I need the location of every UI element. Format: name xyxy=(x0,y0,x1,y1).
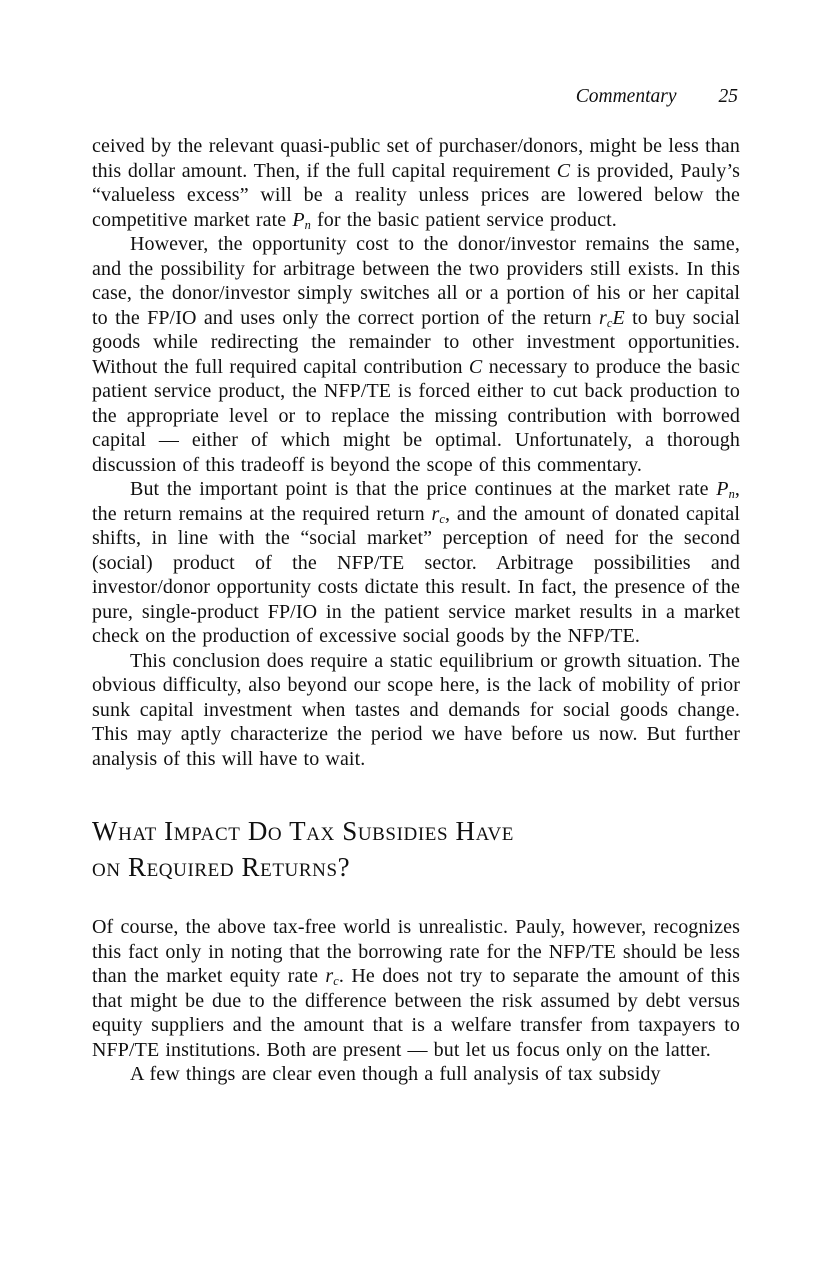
math-subscript: c xyxy=(606,315,613,330)
paragraph: This conclusion does require a static equilibrium or growth situation. The obvious difficulty, also beyond our scope here, is the lack of mobility of prior sunk capital investment when tastes and demands for social goods change. This may aptly characterize the period we have before us now. But further analysis of this will have to wait. xyxy=(92,649,740,770)
text-block xyxy=(92,86,740,1087)
math-subscript: n xyxy=(728,487,735,502)
running-header xyxy=(92,86,740,108)
math-subscript: c xyxy=(333,974,339,989)
math-variable: C xyxy=(556,159,571,182)
math-variable: r xyxy=(431,502,440,525)
math-subscript: c xyxy=(439,511,446,526)
paragraph: However, the opportunity cost to the donor/investor remains the same, and the possibility for arbitrage between the two providers still exists. In this case, the donor/investor simply switches all or a portion of his or her capital to the FP/IO and uses only the correct portion of the return $r_cE$ to buy social goods while redirecting the remainder to other investment opportunities. Without the full required capital contribution C necessary to produce the basic patient service product, the NFP/TE is forced either to cut back production to the appropriate level or to replace the missing contribution with borrowed capital — either of which might be optimal. Unfortunately, a thorough discussion of this tradeoff is beyond the scope of this commentary. xyxy=(92,233,740,476)
math-variable: E xyxy=(612,306,625,329)
page-body xyxy=(92,134,740,1087)
paragraph: Of course, the above tax-free world is unrealistic. Pauly, however, recognizes this fact only in noting that the borrowing rate for the NFP/TE should be less than the market equity rate $r_c$. He does not try to separate the amount of this that might be due to the difference between the risk assumed by debt versus equity suppliers and the amount that is a welfare transfer from taxpayers to NFP/TE institutions. Both are present — but let us focus only on the latter. xyxy=(92,916,740,1061)
math-variable: r xyxy=(598,306,607,329)
running-title: Commentary xyxy=(575,86,677,107)
section-heading-line: What Impact Do Tax Subsidies Have xyxy=(92,816,514,846)
section-heading xyxy=(92,813,740,885)
math-variable: r xyxy=(325,965,334,987)
math-subscript: n xyxy=(304,217,311,232)
math-variable: C xyxy=(468,355,483,378)
page-number: 25 xyxy=(718,86,738,107)
section-heading-line: on Required Returns? xyxy=(92,852,351,882)
math-variable: P xyxy=(716,478,729,500)
paragraph: But the important point is that the price continues at the market rate $P_n$, the return remains at the required return $r_c$, and the amount of donated capital shifts, in line with the “social market” perception of need for the second (social) product of the NFP/TE sector. Arbitrage possibilities and investor/donor opportunity costs dictate this result. In fact, the presence of the pure, single-product FP/IO in the patient service market results in a market check on the production of excessive social goods by the NFP/TE. xyxy=(92,478,740,647)
math-variable: P xyxy=(292,208,305,231)
paragraph: ceived by the relevant quasi-public set of purchaser/donors, might be less than this dollar amount. Then, if the full capital requirement C is provided, Pauly’s “valueless excess” will be a reality unless prices are lowered below the competitive market rate $P_n$ for the basic patient service product. xyxy=(92,135,740,232)
paragraph: A few things are clear even though a full analysis of tax subsidy xyxy=(130,1063,661,1085)
